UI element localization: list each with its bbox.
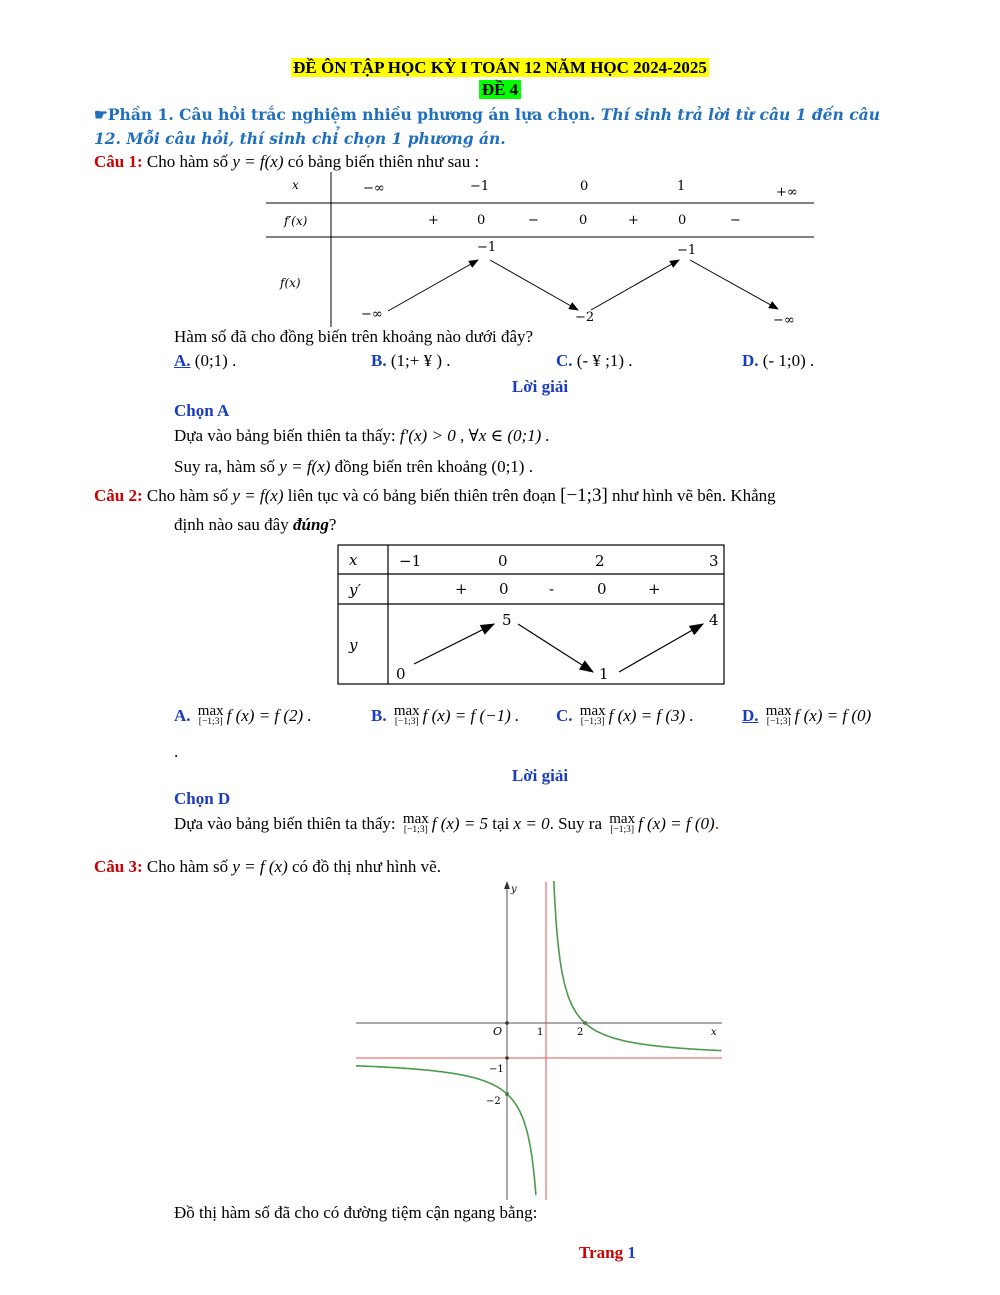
q1-sol1-a: Dựa vào bảng biến thiên ta thấy: xyxy=(174,426,396,445)
x-axis-label: x xyxy=(711,1027,717,1038)
document-title: ĐỀ ÔN TẬP HỌC KỲ I TOÁN 12 NĂM HỌC 2024-2025 xyxy=(293,58,707,77)
option-expr: f (x) = f (3) . xyxy=(608,706,694,725)
q1-solution-line2 xyxy=(174,457,533,477)
q1-option-d[interactable] xyxy=(742,351,814,371)
q2-yp-label: y′ xyxy=(349,581,361,599)
q1-fp-label: f′(x) xyxy=(284,214,308,228)
q2-label: Câu 2: xyxy=(94,486,143,505)
q1-arrow-down xyxy=(490,260,578,310)
q1-fp-sign: 0 xyxy=(579,213,588,228)
curve-left-branch xyxy=(356,1066,536,1195)
q2-x-label: x xyxy=(349,551,358,569)
q2-yp-sign: 0 xyxy=(597,580,607,598)
q2-arrow-up xyxy=(414,624,494,664)
q2-sol-d: x = 0 xyxy=(513,814,550,833)
q1-x-val: −∞ xyxy=(363,181,385,196)
max-range: [−1;3] xyxy=(610,825,635,836)
q2-stem-emph: đúng xyxy=(292,515,329,534)
x-tick-label: 1 xyxy=(537,1027,544,1038)
part1-heading xyxy=(94,105,880,124)
q2-stem xyxy=(94,485,776,507)
q2-sol-c: tại xyxy=(492,814,510,833)
option-key: D. xyxy=(742,351,759,370)
q2-arrow-up xyxy=(619,624,703,672)
q2-x-val: −1 xyxy=(399,552,422,570)
q1-f-val: −1 xyxy=(477,240,497,255)
q1-x-label: x xyxy=(292,178,299,192)
max-range: [−1;3] xyxy=(198,717,223,728)
curve-right-branch xyxy=(554,881,722,1051)
q2-arrow-down xyxy=(518,624,593,672)
q1-f-val: −∞ xyxy=(361,307,383,322)
q1-fp-sign: 0 xyxy=(477,213,486,228)
option-text: (0;1) . xyxy=(194,351,237,370)
q1-option-b[interactable] xyxy=(371,351,450,371)
q1-question: Hàm số đã cho đồng biến trên khoảng nào dưới đây? xyxy=(174,327,534,346)
q2-x-val: 2 xyxy=(595,552,605,570)
option-key: D. xyxy=(742,706,759,725)
page-number: 1 xyxy=(627,1243,636,1262)
q3-graph xyxy=(356,880,726,1202)
option-key: A. xyxy=(174,706,191,725)
pointing-hand-icon: ☛ xyxy=(94,105,108,124)
q2-stem-c: như hình vẽ bên. Khẳng xyxy=(612,486,776,505)
q1-x-val: 0 xyxy=(580,179,589,194)
q1-solution-line1 xyxy=(174,426,550,446)
q1-arrow-down xyxy=(690,260,778,309)
q1-option-a[interactable] xyxy=(174,351,236,371)
q2-sol-f: f (x) = f (0) xyxy=(638,814,715,833)
q2-choice: Chọn D xyxy=(174,789,231,808)
q3-func: y = f (x) xyxy=(232,857,288,876)
option-expr: f (x) = f (2) . xyxy=(226,706,312,725)
q1-fp-sign: + xyxy=(628,213,639,228)
max-word: max xyxy=(579,703,606,720)
q2-trailing-dot: . xyxy=(174,742,179,761)
exam-number: ĐỀ 4 xyxy=(479,80,521,99)
q2-yp-sign: - xyxy=(549,580,555,598)
q2-y-val: 5 xyxy=(502,611,512,629)
q1-sol2-a: Suy ra, hàm số xyxy=(174,457,276,476)
q1-sol2-c: đồng biến trên khoảng xyxy=(334,457,488,476)
q2-func: y = f(x) xyxy=(232,486,284,505)
q1-choice: Chọn A xyxy=(174,401,230,420)
q2-solution-title: Lời giải xyxy=(511,766,569,785)
q2-option-c[interactable] xyxy=(556,703,694,728)
q1-f-val: −∞ xyxy=(773,313,795,328)
max-range: [−1;3] xyxy=(766,717,791,728)
q2-yp-sign: 0 xyxy=(499,580,509,598)
q1-sol2-d: (0;1) . xyxy=(491,457,533,476)
q3-label: Câu 3: xyxy=(94,857,143,876)
option-expr: f (x) = f (−1) . xyxy=(422,706,520,725)
q2-sol-b: f (x) = 5 xyxy=(431,814,489,833)
max-range: [−1;3] xyxy=(403,825,428,836)
q1-x-val: −1 xyxy=(470,179,490,194)
max-word: max xyxy=(197,703,224,720)
q1-sol2-b: y = f(x) xyxy=(279,457,331,476)
q2-y-val: 4 xyxy=(709,611,719,629)
q2-x-val: 0 xyxy=(498,552,508,570)
q2-x-val: 3 xyxy=(709,552,719,570)
q1-label: Câu 1: xyxy=(94,152,143,171)
y-tick-label: −1 xyxy=(489,1064,504,1075)
q1-fp-sign: − xyxy=(528,213,539,228)
q1-fp-sign: + xyxy=(428,213,439,228)
q2-stem-f: ? xyxy=(328,515,337,534)
page-footer xyxy=(579,1243,636,1263)
q1-arrow-up xyxy=(591,260,679,310)
q2-y-val: 1 xyxy=(599,665,609,683)
x-tick-label: 2 xyxy=(577,1027,584,1038)
q2-option-b[interactable] xyxy=(371,703,520,728)
q2-yp-sign: + xyxy=(455,580,468,598)
q2-sol-g: . xyxy=(714,814,719,833)
option-expr: f (x) = f (0) xyxy=(794,706,872,725)
q1-x-val: 1 xyxy=(677,179,686,194)
q2-variation-table xyxy=(337,544,727,687)
q2-stem-a: Cho hàm số xyxy=(146,486,229,505)
q2-option-d[interactable] xyxy=(742,703,872,728)
q1-stem-a: Cho hàm số xyxy=(146,152,229,171)
q1-f-label: f(x) xyxy=(280,276,301,290)
q2-stem-d: định nào sau đây xyxy=(174,515,289,534)
q1-solution-title: Lời giải xyxy=(511,377,569,396)
option-key: B. xyxy=(371,351,387,370)
q1-arrow-up xyxy=(388,260,478,311)
max-word: max xyxy=(393,703,420,720)
option-text: (1;+ ¥ ) . xyxy=(390,351,451,370)
q3-stem-a: Cho hàm số xyxy=(146,857,229,876)
q3-stem xyxy=(94,857,441,877)
max-word: max xyxy=(609,811,636,828)
page-label: Trang xyxy=(579,1243,624,1262)
y-axis-label: y xyxy=(511,884,517,895)
origin-label: O xyxy=(493,1025,503,1038)
q1-f-val: −2 xyxy=(575,310,595,325)
q3-question: Đồ thị hàm số đã cho có đường tiệm cận ngang bằng: xyxy=(174,1203,538,1222)
part1-instruction-cont: 12. Mỗi câu hỏi, thí sinh chỉ chọn 1 phương án. xyxy=(94,129,506,148)
q1-func: y = f(x) xyxy=(232,152,284,171)
q1-f-val: −1 xyxy=(677,243,697,258)
q2-stem-b: liên tục và có bảng biến thiên trên đoạn xyxy=(287,486,556,505)
max-word: max xyxy=(765,703,792,720)
max-range: [−1;3] xyxy=(394,717,419,728)
q1-x-val: +∞ xyxy=(776,185,798,200)
q2-sol-e: . Suy ra xyxy=(549,814,602,833)
option-key: B. xyxy=(371,706,387,725)
q1-fp-sign: 0 xyxy=(678,213,687,228)
option-key: A. xyxy=(174,351,191,370)
q1-fp-sign: − xyxy=(730,213,741,228)
q2-sol-a: Dựa vào bảng biến thiên ta thấy: xyxy=(174,814,396,833)
q2-yp-sign: + xyxy=(648,580,661,598)
q2-y-label: y xyxy=(349,636,358,654)
max-range: [−1;3] xyxy=(580,717,605,728)
part1-title: Phần 1. Câu hỏi trắc nghiệm nhiều phương án lựa chọn. xyxy=(107,105,596,124)
part1-instruction: Thí sinh trả lời từ câu 1 đến câu xyxy=(600,105,880,124)
q1-stem-b: có bảng biến thiên như sau : xyxy=(287,152,480,171)
y-tick-label: −2 xyxy=(486,1096,501,1107)
option-text: (- 1;0) . xyxy=(762,351,815,370)
q1-sol1-b: f′(x) > 0 , ∀x ∈ (0;1) . xyxy=(399,426,550,445)
q2-y-val: 0 xyxy=(396,665,406,683)
q1-variation-table xyxy=(258,172,824,330)
q1-option-c[interactable] xyxy=(556,351,633,371)
q2-option-a[interactable] xyxy=(174,703,312,728)
q2-solution-line xyxy=(174,811,719,836)
q2-stem-cont xyxy=(174,515,336,535)
q1-stem xyxy=(94,152,479,172)
max-word: max xyxy=(402,811,429,828)
option-text: (- ¥ ;1) . xyxy=(576,351,633,370)
option-key: C. xyxy=(556,706,573,725)
q2-interval: [−1;3] xyxy=(560,485,608,506)
q3-stem-b: có đồ thị như hình vẽ. xyxy=(292,857,441,876)
option-key: C. xyxy=(556,351,573,370)
